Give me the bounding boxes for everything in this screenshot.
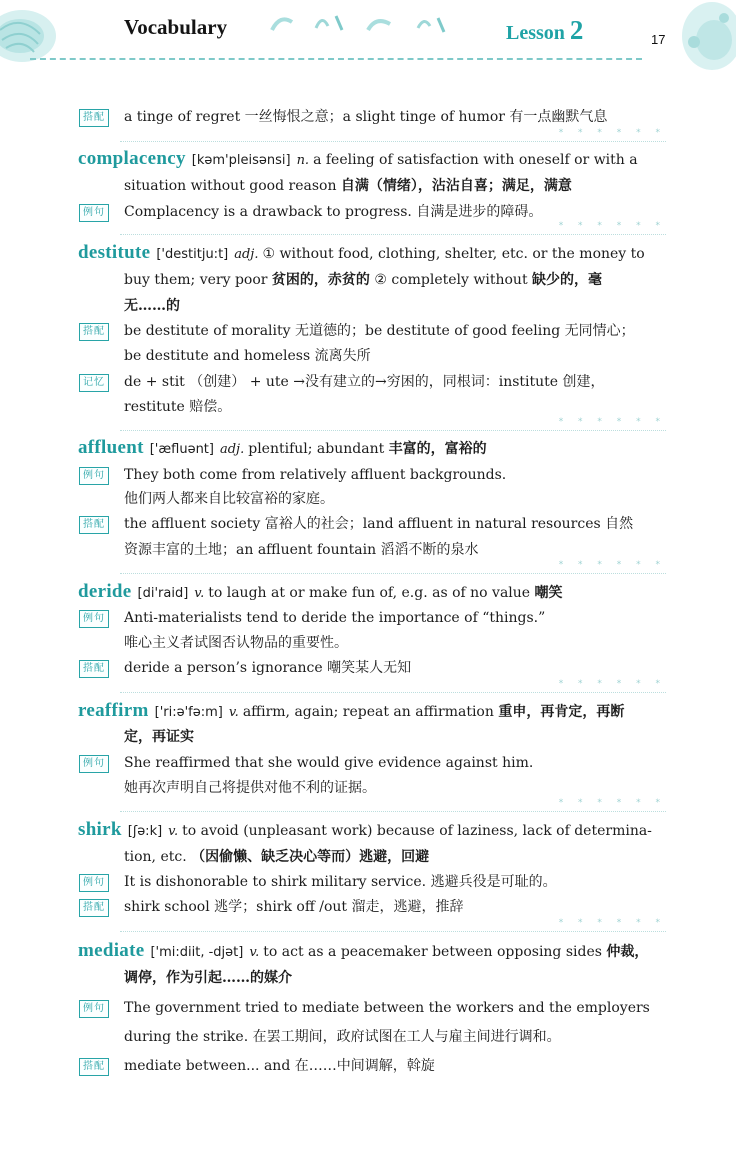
definition: ② completely without	[374, 272, 528, 288]
chinese-meaning: 嘲笑	[534, 585, 563, 601]
headword-destitute: destitute	[78, 242, 151, 263]
definition: to act as a peacemaker between opposing sides	[263, 944, 602, 960]
chinese-meaning: 自满（情绪），沾沾自喜；满足，满意	[340, 178, 572, 194]
part-of-speech: v.	[228, 705, 239, 720]
example-tag: 例句	[79, 874, 109, 892]
entry-mediate-line1	[78, 942, 648, 962]
affluent-example-1: They both come from relatively affluent backgrounds.	[124, 467, 507, 483]
part-of-speech: adj.	[234, 247, 259, 262]
part-of-speech: adj.	[219, 442, 245, 457]
entry-destitute-line3: 无……的	[124, 298, 180, 314]
tinge-collocation: a tinge of regret 一丝悔恨之意；a slight tinge of humor 有一点幽默气息	[124, 109, 608, 125]
part-of-speech: v.	[168, 824, 179, 839]
deride-example-1: Anti-materialists tend to deride the importance of “things.”	[124, 610, 546, 626]
destitute-memory-1: de + stit （创建） + ute →没有建立的→穷困的，同根词：institute 创建，	[124, 374, 605, 390]
header-title: Vocabulary	[124, 15, 228, 39]
phonetic: ['æfluənt]	[149, 442, 214, 457]
entry-separator: * * * * * *	[120, 130, 666, 144]
example-tag: 例句	[79, 467, 109, 485]
entry-reaffirm-line1	[78, 702, 624, 722]
affluent-example-2: 他们两人都来自比较富裕的家庭。	[124, 491, 334, 507]
lesson-text: Lesson	[506, 22, 565, 44]
collocation-tag: 搭配	[79, 899, 109, 917]
example-tag: 例句	[79, 755, 109, 773]
entry-separator: * * * * * *	[120, 223, 666, 237]
entry-complacency-line1	[78, 150, 638, 170]
collocation-tag: 搭配	[79, 516, 109, 534]
chinese-meaning: 丰富的，富裕的	[388, 441, 487, 457]
lesson-number: 2	[569, 15, 584, 45]
lesson-label	[506, 15, 583, 46]
collocation-tag: 搭配	[79, 1058, 109, 1076]
entry-deride-line1	[78, 583, 563, 603]
definition: ① without food, clothing, shelter, etc. or the money to	[262, 246, 645, 262]
entry-affluent-line1	[78, 439, 487, 459]
example-tag: 例句	[79, 1000, 109, 1018]
shirk-collocation: shirk school 逃学；shirk off /out 溜走，逃避，推辞	[124, 899, 464, 915]
entry-separator: * * * * * *	[120, 419, 666, 433]
entry-shirk-line1	[78, 821, 652, 841]
example-tag: 例句	[79, 610, 109, 628]
destitute-memory-2: restitute 赔偿。	[124, 399, 232, 415]
entry-separator: * * * * * *	[120, 681, 666, 695]
definition: buy them; very poor	[124, 272, 268, 288]
destitute-collocation-2: be destitute and homeless 流离失所	[124, 348, 371, 364]
definition: to avoid (unpleasant work) because of laziness, lack of determina-	[182, 823, 652, 839]
entry-destitute-line2	[124, 271, 602, 289]
phonetic: [ʃə:k]	[127, 824, 163, 839]
complacency-example: Complacency is a drawback to progress. 自满是进步的障碍。	[124, 204, 543, 220]
headword-affluent: affluent	[78, 437, 144, 458]
reaffirm-example-2: 她再次声明自己将提供对他不利的证据。	[124, 780, 376, 796]
phonetic: [kəm'pleisənsi]	[191, 153, 291, 168]
collocation-tag: 搭配	[79, 323, 109, 341]
definition: situation without good reason	[124, 178, 337, 194]
part-of-speech: v.	[249, 945, 260, 960]
headword-complacency: complacency	[78, 148, 186, 169]
headword-mediate: mediate	[78, 940, 145, 961]
affluent-collocation-1: the affluent society 富裕人的社会；land affluent in natural resources 自然	[124, 516, 634, 532]
definition: tion, etc.	[124, 849, 187, 865]
part-of-speech: n.	[296, 153, 310, 168]
entry-separator: * * * * * *	[120, 562, 666, 576]
collocation-tag: 搭配	[79, 660, 109, 678]
headword-reaffirm: reaffirm	[78, 700, 149, 721]
headword-deride: deride	[78, 581, 132, 602]
reaffirm-example-1: She reaffirmed that she would give evidence against him.	[124, 755, 534, 771]
chinese-meaning: 重申，再肯定，再断	[498, 704, 625, 720]
entry-mediate-line2: 调停，作为引起……的媒介	[124, 970, 292, 986]
entry-destitute-line1	[78, 244, 645, 264]
feather-decoration-icon	[258, 8, 458, 38]
phonetic: ['destitju:t]	[156, 247, 229, 262]
coral-decoration-icon	[668, 0, 736, 80]
definition: to laugh at or make fun of, e.g. as of no value	[208, 585, 531, 601]
part-of-speech: v.	[194, 586, 205, 601]
chinese-meaning: 贫困的，赤贫的	[271, 272, 370, 288]
entry-complacency-line2	[124, 177, 572, 195]
collocation-tag: 搭配	[79, 109, 109, 127]
example-tag: 例句	[79, 204, 109, 222]
entry-reaffirm-line2: 定，再证实	[124, 729, 194, 745]
header-divider	[30, 58, 642, 60]
entry-separator: * * * * * *	[120, 800, 666, 814]
deride-example-2: 唯心主义者试图否认物品的重要性。	[124, 635, 348, 651]
definition: a feeling of satisfaction with oneself or with a	[313, 152, 638, 168]
chinese-meaning: （因偷懒、缺乏决心等而）逃避，回避	[191, 849, 430, 865]
mediate-example-2: during the strike. 在罢工期间，政府试图在工人与雇主间进行调和。	[124, 1029, 561, 1045]
definition: plentiful; abundant	[248, 441, 385, 457]
deride-collocation: deride a person’s ignorance 嘲笑某人无知	[124, 660, 412, 676]
shirk-example: It is dishonorable to shirk military service. 逃避兵役是可耻的。	[124, 874, 557, 890]
affluent-collocation-2: 资源丰富的土地；an affluent fountain 滔滔不断的泉水	[124, 542, 479, 558]
memory-tag: 记忆	[79, 374, 109, 392]
entry-shirk-line2	[124, 848, 429, 866]
definition: affirm, again; repeat an affirmation	[242, 704, 494, 720]
phonetic: ['ri:ə'fə:m]	[154, 705, 223, 720]
phonetic: [di'raid]	[137, 586, 189, 601]
mediate-collocation: mediate between... and 在……中间调解，斡旋	[124, 1058, 435, 1074]
destitute-collocation-1: be destitute of morality 无道德的；be destitute of good feeling 无同情心；	[124, 323, 635, 339]
chinese-meaning: 仲裁，	[606, 944, 649, 960]
entry-separator: * * * * * *	[120, 920, 666, 934]
phonetic: ['mi:diit, -djət]	[150, 945, 244, 960]
page-number: 17	[651, 32, 666, 47]
chinese-meaning: 缺少的，毫	[532, 272, 603, 288]
mediate-example-1: The government tried to mediate between the workers and the employers	[124, 1000, 650, 1016]
headword-shirk: shirk	[78, 819, 122, 840]
